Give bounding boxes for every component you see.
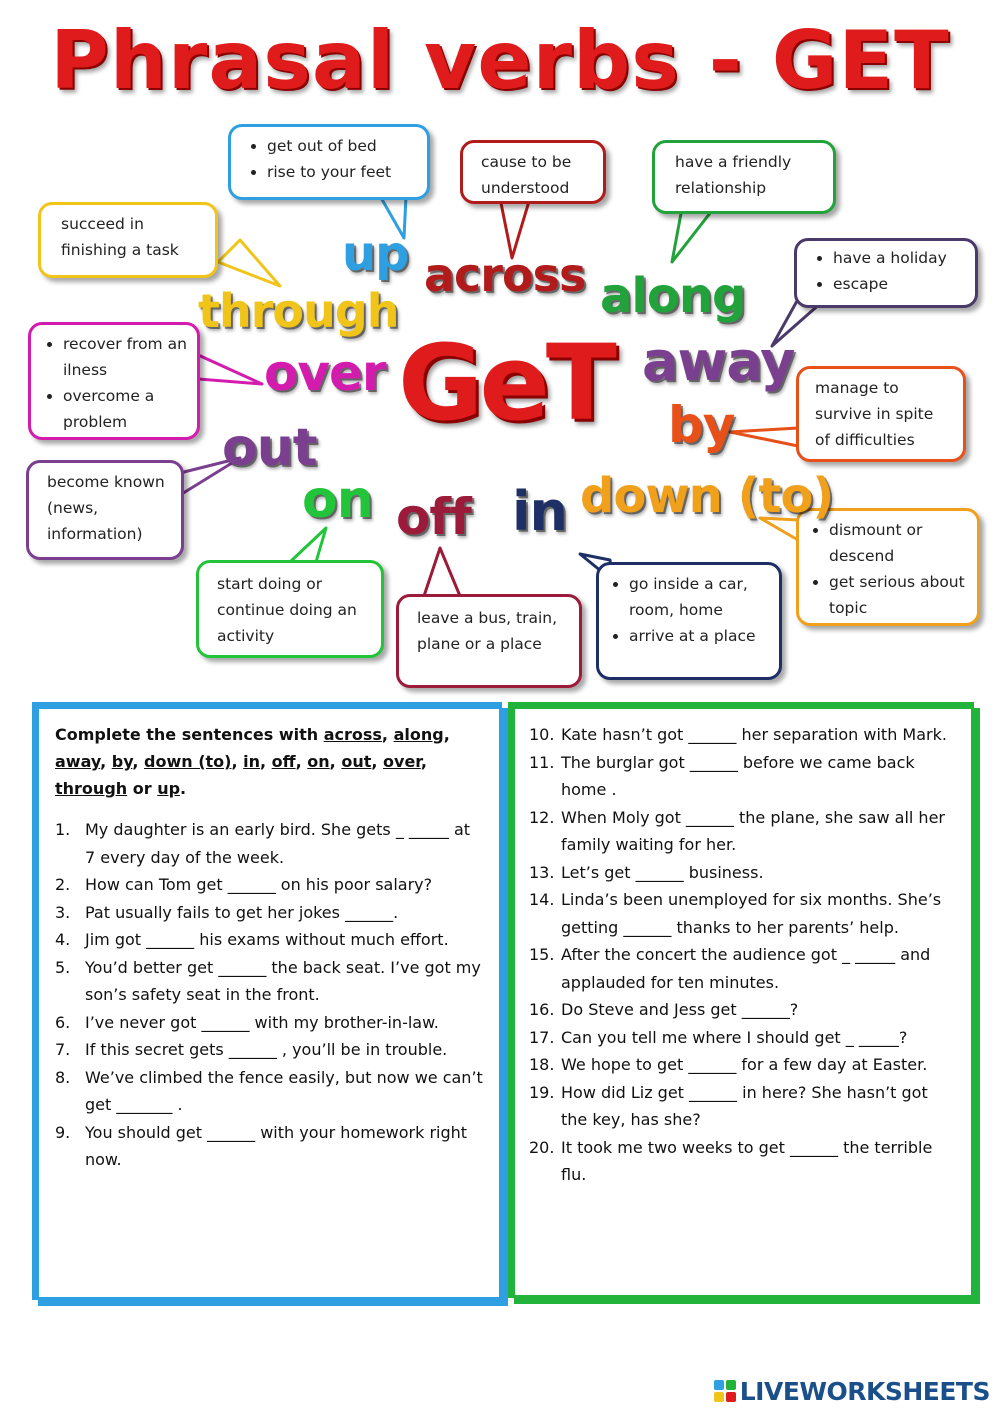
exercise-number: 20. [529,1137,555,1157]
bubble-by [796,366,966,462]
exercise-item [55,926,483,954]
tail-off [424,548,460,596]
exercise-number: 8. [55,1067,71,1087]
instructions-lead: Complete the sentences with [55,725,319,744]
tail-along [672,208,714,262]
exercise-sentence: Can you tell me where I should get _ _____? [561,1027,908,1047]
definition-item: • rise to your feet [267,159,415,185]
exercise-item [55,816,483,871]
exercise-sentence: You’d better get ______ the back seat. I’ve got my son’s safety seat in the front. [85,957,481,1004]
particle-away: away [642,330,795,393]
particle-down-to: down (to) [580,468,834,524]
center-get-word: GeT [398,322,613,444]
definition-text: cause to be understood [481,153,572,197]
definition-text: succeed in finishing a task [61,215,179,259]
particle-in: in [512,480,567,543]
definition-item: • overcome a problem [63,383,189,435]
keyword: across [323,725,382,744]
instructions: Complete the sentences with across, along, away, by, down (to), in, off, on, out, over, through or up. [55,725,450,798]
bubble-through [38,202,218,278]
keyword: off [271,752,296,771]
keyword: by [111,752,133,771]
liveworksheets-logo[interactable] [714,1376,990,1406]
definition-item: • have a holiday [833,245,963,271]
exercise-item [529,804,957,859]
exercise-sentence: Pat usually fails to get her jokes ______. [85,902,399,922]
exercise-item [55,1119,483,1174]
exercise-item [55,1009,483,1037]
exercise-sentence: After the concert the audience got _ _____ and applauded for ten minutes. [561,945,931,992]
keyword: on [307,752,330,771]
exercise-item [529,1024,957,1052]
instructions-end: . [180,779,187,798]
exercise-panel-right [508,702,974,1298]
keyword: down (to) [144,752,232,771]
exercise-item [529,886,957,941]
exercise-sentence: We hope to get ______ for a few day at Easter. [561,1055,928,1074]
exercise-item [529,859,957,887]
definition-item: • recover from an ilness [63,331,189,383]
exercise-sentence: Let’s get ______ business. [561,862,764,882]
definition-item: • dismount or descend [829,517,969,569]
exercise-sentence: Do Steve and Jess get ______? [561,1000,799,1019]
exercise-item [529,996,957,1024]
particle-off: off [396,488,471,546]
exercise-sentence: We’ve climbed the fence easily, but now we can’t get _______ . [85,1067,483,1114]
exercise-list-left [55,816,483,1174]
keyword: out [341,752,372,771]
exercise-item [529,941,957,996]
bubble-over [28,322,200,440]
keyword: away [55,752,101,771]
exercise-sentence: Linda’s been unemployed for six months. She’s getting ______ thanks to her parents’ help. [561,890,942,937]
tail-on [290,528,326,562]
particle-by: by [668,396,735,454]
definition-text: have a friendly relationship [675,153,792,197]
exercise-item [529,1134,957,1189]
exercise-item [529,749,957,804]
exercise-number: 3. [55,902,71,922]
particle-along: along [600,268,746,324]
exercise-number: 5. [55,957,71,977]
exercise-number: 16. [529,1000,555,1019]
keyword: in [243,752,261,771]
exercise-number: 17. [529,1027,555,1047]
exercise-item [55,871,483,899]
exercise-number: 12. [529,807,555,827]
exercise-number: 2. [55,875,71,894]
exercise-number: 11. [529,752,555,772]
exercise-item [529,721,957,749]
exercise-sentence: If this secret gets ______ , you’ll be in trouble. [85,1040,448,1059]
bubble-up [228,124,430,200]
exercise-number: 19. [529,1082,555,1102]
keyword: over [383,752,421,771]
exercise-number: 7. [55,1040,71,1059]
particle-across: across [424,248,586,302]
particle-over: over [264,344,386,402]
exercise-sentence: When Moly got ______ the plane, she saw all her family waiting for her. [561,807,945,854]
bubble-in [596,562,782,680]
tail-by [730,428,798,446]
exercise-sentence: It took me two weeks to get ______ the terrible flu. [561,1137,933,1184]
exercise-item [55,899,483,927]
bubble-off [396,594,582,688]
exercise-item [529,1079,957,1134]
exercise-sentence: Kate hasn’t got ______ her separation with Mark. [561,725,947,744]
bubble-away [794,238,978,308]
exercise-number: 14. [529,890,555,909]
logo-icon [714,1380,736,1402]
definition-text: leave a bus, train, plane or a place [417,609,557,653]
page-title: Phrasal verbs - GET [50,14,950,107]
exercise-item [529,1051,957,1079]
definition-item: • get out of bed [267,133,415,159]
keyword: through [55,779,128,798]
bubble-out [26,460,184,560]
exercise-number: 10. [529,725,555,744]
exercise-sentence: Jim got ______ his exams without much effort. [85,930,449,949]
exercise-sentence: I’ve never got ______ with my brother-in-law. [85,1012,439,1032]
instructions-or: or [132,779,152,798]
particle-out: out [222,418,317,478]
definition-item: • arrive at a place [629,623,771,649]
particle-through: through [198,284,399,338]
exercise-number: 1. [55,820,71,839]
exercise-item [55,954,483,1009]
bubble-on [196,560,384,658]
keyword: along [393,725,444,744]
definition-text: manage to survive in spite of difficulties [815,379,934,449]
bubble-across [460,140,606,204]
exercise-sentence: How can Tom get ______ on his poor salary? [85,875,433,894]
exercise-number: 18. [529,1055,555,1074]
exercise-item [55,1064,483,1119]
exercise-list-right [529,721,957,1189]
definition-item: • get serious about topic [829,569,969,621]
keyword: up [157,779,181,798]
exercise-number: 13. [529,862,555,882]
bubble-down [796,508,980,626]
definition-text: start doing or continue doing an activity [217,575,357,645]
particle-on: on [302,470,373,530]
logo-text: LIVEWORKSHEETS [739,1376,990,1406]
exercise-item [55,1036,483,1064]
definition-item: • go inside a car, room, home [629,571,771,623]
bubble-along [652,140,836,214]
definition-text: become known (news, information) [47,473,165,543]
definition-item: • escape [833,271,963,297]
tail-through [218,240,280,286]
exercise-sentence: The burglar got ______ before we came back home . [561,752,915,799]
exercise-panel-left [32,702,502,1300]
exercise-sentence: How did Liz get ______ in here? She hasn’t got the key, has she? [561,1082,928,1129]
exercise-number: 4. [55,930,71,949]
exercise-number: 9. [55,1122,71,1142]
exercise-number: 6. [55,1012,71,1032]
exercise-sentence: You should get ______ with your homework right now. [85,1122,468,1169]
exercise-sentence: My daughter is an early bird. She gets _ _____ at 7 every day of the week. [85,820,471,867]
exercise-number: 15. [529,945,555,964]
particle-up: up [342,226,409,282]
